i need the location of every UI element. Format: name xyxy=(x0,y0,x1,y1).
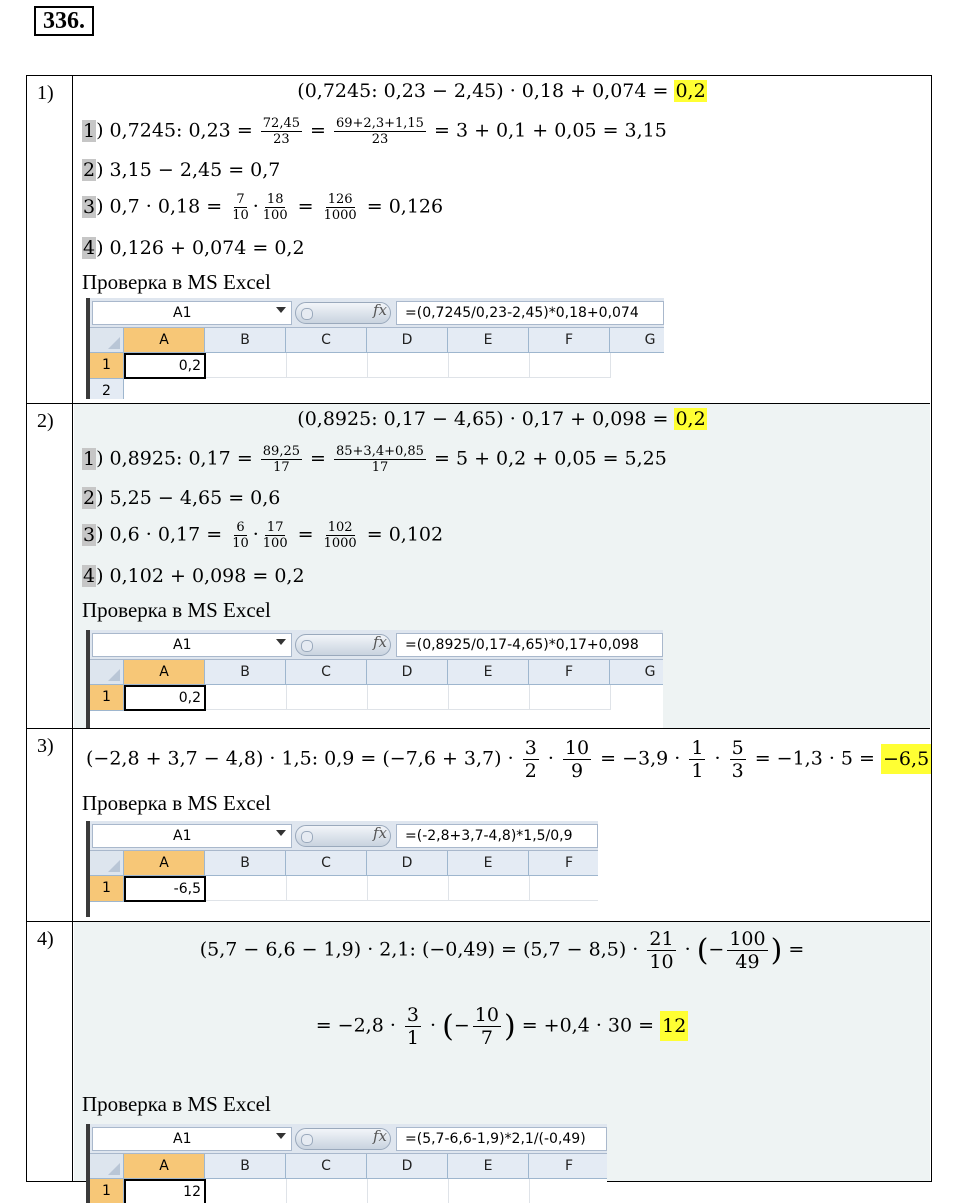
expression-line-2: = −2,8 · $\frac{3}{1}$ · (− $\frac{10}{7}$ ) = +0,4 · 30 = 12 xyxy=(315,1004,687,1049)
column-header-e[interactable]: E xyxy=(448,660,529,684)
column-header-a[interactable]: A xyxy=(124,851,205,875)
excel-snippet xyxy=(86,1124,607,1203)
row-header-1[interactable]: 1 xyxy=(90,1179,124,1203)
excel-snippet xyxy=(86,821,598,917)
fraction: $\frac{10}{9}$ xyxy=(564,737,590,782)
step-2: 2) 3,15 − 2,45 = 0,7 xyxy=(83,159,281,181)
cell-e1[interactable] xyxy=(449,1179,530,1203)
cell-d1[interactable] xyxy=(368,1179,449,1203)
fraction: $\frac{5}{3}$ xyxy=(731,737,744,782)
cell-a1[interactable]: -6,5 xyxy=(124,876,206,902)
cell-f1[interactable] xyxy=(530,1179,607,1203)
answer-highlight: 0,2 xyxy=(675,408,706,430)
cell-d1[interactable] xyxy=(368,353,449,378)
step-4: 4) 0,102 + 0,098 = 0,2 xyxy=(83,565,305,587)
column-header-g[interactable]: G xyxy=(610,328,664,352)
step-3: 3) 0,7 · 0,18 = $\frac{7}{10}$ · $\frac{18}{100}$ = $\frac{126}{1000}$ = 0,126 xyxy=(83,192,444,223)
step-marker: 4 xyxy=(83,565,96,587)
column-headers xyxy=(90,851,598,876)
problem-content xyxy=(74,404,930,728)
answer-highlight: 0,2 xyxy=(675,80,706,102)
column-header-c[interactable]: C xyxy=(286,1154,367,1178)
column-header-e[interactable]: E xyxy=(448,328,529,352)
fraction: $\frac{89,25}{17}$ xyxy=(262,444,300,475)
problem-content xyxy=(74,922,930,1200)
column-header-b[interactable]: B xyxy=(205,328,286,352)
cell-f1[interactable] xyxy=(530,876,598,901)
column-header-a[interactable]: A xyxy=(124,1154,205,1178)
expression-line-1: (5,7 − 6,6 − 1,9) · 2,1: (−0,49) = (5,7 − 8,5) · $\frac{21}{10}$ · (− $\frac{100}{49}$ ) = xyxy=(199,928,805,973)
formula-input[interactable]: =(-2,8+3,7-4,8)*1,5/0,9 xyxy=(396,824,598,848)
problem-number: 1) xyxy=(27,76,73,403)
cell-a1[interactable]: 0,2 xyxy=(124,685,206,711)
fraction: $\frac{126}{1000}$ xyxy=(323,192,357,223)
fraction: $\frac{21}{10}$ xyxy=(649,928,674,973)
column-header-b[interactable]: B xyxy=(205,660,286,684)
main-expression: (−2,8 + 3,7 − 4,8) · 1,5: 0,9 = (−7,6 + 3,7) · $\frac{3}{2}$ · $\frac{10}{9}$ = −3,9 · $\frac{1}{1}$ · $\frac{5}{3}$ = −1,3 · 5 = −6,5 xyxy=(86,737,930,782)
cell-d1[interactable] xyxy=(368,685,449,710)
step-2: 2) 5,25 − 4,65 = 0,6 xyxy=(83,487,281,509)
column-header-c[interactable]: C xyxy=(286,851,367,875)
name-box[interactable]: A1 xyxy=(92,633,292,657)
column-header-d[interactable]: D xyxy=(367,660,448,684)
fraction: $\frac{6}{10}$ xyxy=(232,520,249,551)
step-marker: 3 xyxy=(83,195,96,218)
cell-e1[interactable] xyxy=(449,685,530,710)
column-header-a[interactable]: A xyxy=(124,660,205,684)
problem-content xyxy=(74,729,930,921)
cell-e1[interactable] xyxy=(449,876,530,901)
fx-icon[interactable]: fx xyxy=(373,633,388,651)
column-headers xyxy=(90,1154,607,1179)
formula-input[interactable]: =(5,7-6,6-1,9)*2,1/(-0,49) xyxy=(396,1127,607,1151)
formula-bar xyxy=(90,298,664,328)
formula-input[interactable]: =(0,8925/0,17-4,65)*0,17+0,098 xyxy=(396,633,663,657)
fx-icon[interactable]: fx xyxy=(373,301,388,319)
formula-bar xyxy=(90,1124,607,1154)
column-header-f[interactable]: F xyxy=(529,660,610,684)
problem-number: 4) xyxy=(27,922,73,1181)
fraction: $\frac{1}{1}$ xyxy=(691,737,704,782)
fraction: $\frac{102}{1000}$ xyxy=(323,520,357,551)
check-label: Проверка в MS Excel xyxy=(82,1092,271,1116)
name-box[interactable]: A1 xyxy=(92,301,292,325)
row-header-2[interactable]: 2 xyxy=(90,379,124,399)
column-header-d[interactable]: D xyxy=(367,851,448,875)
fraction: $\frac{100}{49}$ xyxy=(729,928,766,973)
chevron-down-icon[interactable] xyxy=(276,639,286,645)
cell-c1[interactable] xyxy=(287,876,368,901)
select-all-corner[interactable] xyxy=(90,660,124,684)
problem-row-1 xyxy=(27,76,930,404)
name-box[interactable]: A1 xyxy=(92,1127,292,1151)
fraction: $\frac{3}{1}$ xyxy=(406,1004,419,1049)
problem-row-4 xyxy=(27,922,930,1200)
cell-c1[interactable] xyxy=(287,353,368,378)
step-marker: 1 xyxy=(83,119,96,142)
fx-icon[interactable]: fx xyxy=(373,1127,388,1145)
fraction: $\frac{10}{7}$ xyxy=(474,1004,499,1049)
column-header-a[interactable]: A xyxy=(124,328,205,352)
task-number: 336. xyxy=(34,6,94,36)
fraction: $\frac{3}{2}$ xyxy=(524,737,537,782)
cell-a1[interactable]: 12 xyxy=(124,1179,206,1203)
cell-b1[interactable] xyxy=(206,353,287,378)
cell-f1[interactable] xyxy=(530,353,611,378)
column-header-f[interactable]: F xyxy=(529,851,598,875)
step-marker: 2 xyxy=(83,487,96,509)
column-header-d[interactable]: D xyxy=(367,1154,448,1178)
cell-a1[interactable]: 0,2 xyxy=(124,353,206,379)
step-marker: 4 xyxy=(83,237,96,259)
cell-b1[interactable] xyxy=(206,1179,287,1203)
column-headers xyxy=(90,328,664,353)
chevron-down-icon[interactable] xyxy=(276,830,286,836)
column-header-b[interactable]: B xyxy=(205,1154,286,1178)
problem-number: 3) xyxy=(27,729,73,921)
main-expression: (0,7245: 0,23 − 2,45) · 0,18 + 0,074 = 0,2 xyxy=(297,80,706,102)
step-marker: 3 xyxy=(83,523,96,546)
select-all-corner[interactable] xyxy=(90,851,124,875)
name-box[interactable]: A1 xyxy=(92,824,292,848)
column-header-d[interactable]: D xyxy=(367,328,448,352)
column-header-b[interactable]: B xyxy=(205,851,286,875)
fraction: $\frac{69+2,3+1,15}{23}$ xyxy=(336,116,424,147)
fraction: $\frac{17}{100}$ xyxy=(262,520,288,551)
fraction: $\frac{85+3,4+0,85}{17}$ xyxy=(336,444,424,475)
column-header-c[interactable]: C xyxy=(286,660,367,684)
column-header-g[interactable]: G xyxy=(610,660,663,684)
column-headers xyxy=(90,660,663,685)
solution-table xyxy=(26,75,932,1200)
row-header-1[interactable]: 1 xyxy=(90,685,124,711)
step-1: 1) 0,8925: 0,17 = $\frac{89,25}{17}$ = $\frac{85+3,4+0,85}{17}$ = 5 + 0,2 + 0,05 = 5,25 xyxy=(83,444,667,475)
select-all-corner[interactable] xyxy=(90,1154,124,1178)
column-header-f[interactable]: F xyxy=(529,328,610,352)
check-label: Проверка в MS Excel xyxy=(82,598,271,622)
excel-snippet xyxy=(86,298,664,399)
cell-d1[interactable] xyxy=(368,876,449,901)
check-label: Проверка в MS Excel xyxy=(82,270,271,294)
column-header-e[interactable]: E xyxy=(448,1154,529,1178)
main-expression: (0,8925: 0,17 − 4,65) · 0,17 + 0,098 = 0,2 xyxy=(297,408,706,430)
fraction: $\frac{18}{100}$ xyxy=(262,192,288,223)
column-header-e[interactable]: E xyxy=(448,851,529,875)
cell-c1[interactable] xyxy=(287,1179,368,1203)
fraction: $\frac{7}{10}$ xyxy=(232,192,249,223)
answer-highlight: 12 xyxy=(660,1011,688,1041)
step-3: 3) 0,6 · 0,17 = $\frac{6}{10}$ · $\frac{17}{100}$ = $\frac{102}{1000}$ = 0,102 xyxy=(83,520,444,551)
cell-b1[interactable] xyxy=(206,876,287,901)
step-4: 4) 0,126 + 0,074 = 0,2 xyxy=(83,237,305,259)
cell-b1[interactable] xyxy=(206,685,287,710)
step-marker: 1 xyxy=(83,447,96,470)
column-header-f[interactable]: F xyxy=(529,1154,607,1178)
formula-input[interactable]: =(0,7245/0,23-2,45)*0,18+0,074 xyxy=(396,301,664,325)
row-header-1[interactable]: 1 xyxy=(90,353,124,379)
chevron-down-icon[interactable] xyxy=(276,307,286,313)
cell-c1[interactable] xyxy=(287,685,368,710)
problem-row-3 xyxy=(27,729,930,922)
select-all-corner[interactable] xyxy=(90,328,124,352)
step-marker: 2 xyxy=(83,159,96,181)
check-label: Проверка в MS Excel xyxy=(82,791,271,815)
fraction: $\frac{72,45}{23}$ xyxy=(262,116,300,147)
chevron-down-icon[interactable] xyxy=(276,1133,286,1139)
excel-snippet xyxy=(86,630,663,728)
formula-bar xyxy=(90,630,663,660)
cell-f1[interactable] xyxy=(530,685,611,710)
problem-row-2 xyxy=(27,404,930,729)
answer-highlight: −6,5 xyxy=(881,744,931,774)
problem-content xyxy=(74,76,930,403)
column-header-c[interactable]: C xyxy=(286,328,367,352)
fx-icon[interactable]: fx xyxy=(373,824,388,842)
cell-e1[interactable] xyxy=(449,353,530,378)
row-header-1[interactable]: 1 xyxy=(90,876,124,902)
formula-bar xyxy=(90,821,598,851)
problem-number: 2) xyxy=(27,404,73,728)
step-1: 1) 0,7245: 0,23 = $\frac{72,45}{23}$ = $\frac{69+2,3+1,15}{23}$ = 3 + 0,1 + 0,05 = 3,15 xyxy=(83,116,667,147)
